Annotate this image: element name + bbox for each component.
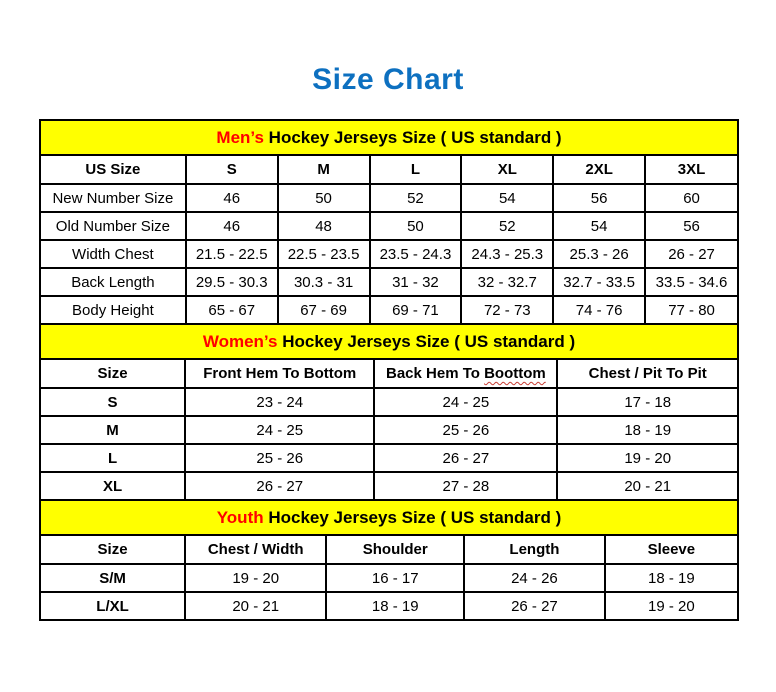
data-cell: 52 <box>370 184 462 212</box>
row-label-cell: New Number Size <box>41 184 186 212</box>
table-row <box>41 444 737 472</box>
column-header-cell: Chest / Pit To Pit <box>557 360 737 388</box>
column-header-cell: Chest / Width <box>185 536 326 564</box>
men-size-table <box>41 156 737 323</box>
data-cell: 54 <box>553 212 645 240</box>
data-cell: 31 - 32 <box>370 268 462 296</box>
data-cell: 18 - 19 <box>605 564 737 592</box>
women-title-rest: Hockey Jerseys Size ( US standard ) <box>277 331 576 351</box>
column-header-cell: Length <box>464 536 605 564</box>
size-chart <box>39 119 739 621</box>
table-row <box>41 472 737 499</box>
data-cell: 26 - 27 <box>185 472 374 499</box>
column-header-cell: L <box>370 156 462 184</box>
table-row <box>41 564 737 592</box>
men-title-rest: Hockey Jerseys Size ( US standard ) <box>263 127 562 147</box>
data-cell: 19 - 20 <box>557 444 737 472</box>
column-header-cell: M <box>278 156 370 184</box>
column-header-row <box>41 360 737 388</box>
data-cell: 32 - 32.7 <box>461 268 553 296</box>
data-cell: 26 - 27 <box>645 240 737 268</box>
row-label-cell: S/M <box>41 564 185 592</box>
data-cell: 72 - 73 <box>461 296 553 323</box>
data-cell: 24.3 - 25.3 <box>461 240 553 268</box>
women-section <box>41 323 737 499</box>
men-section-title <box>41 121 737 156</box>
table-row <box>41 388 737 416</box>
data-cell: 46 <box>186 184 278 212</box>
data-cell: 24 - 25 <box>374 388 557 416</box>
data-cell: 21.5 - 22.5 <box>186 240 278 268</box>
row-label-cell: L/XL <box>41 592 185 619</box>
column-header-cell: 2XL <box>553 156 645 184</box>
column-header-cell: Size <box>41 360 185 388</box>
data-cell: 65 - 67 <box>186 296 278 323</box>
men-section <box>41 121 737 323</box>
data-cell: 50 <box>278 184 370 212</box>
data-cell: 23 - 24 <box>185 388 374 416</box>
data-cell: 16 - 17 <box>326 564 464 592</box>
data-cell: 33.5 - 34.6 <box>645 268 737 296</box>
row-label-cell: Old Number Size <box>41 212 186 240</box>
data-cell: 24 - 26 <box>464 564 605 592</box>
youth-size-table <box>41 536 737 619</box>
data-cell: 50 <box>370 212 462 240</box>
column-header-cell: 3XL <box>645 156 737 184</box>
data-cell: 54 <box>461 184 553 212</box>
data-cell: 22.5 - 23.5 <box>278 240 370 268</box>
data-cell: 19 - 20 <box>185 564 326 592</box>
data-cell: 69 - 71 <box>370 296 462 323</box>
data-cell: 29.5 - 30.3 <box>186 268 278 296</box>
women-size-table <box>41 360 737 499</box>
data-cell: 25 - 26 <box>185 444 374 472</box>
data-cell: 74 - 76 <box>553 296 645 323</box>
youth-title-rest: Hockey Jerseys Size ( US standard ) <box>263 507 562 527</box>
row-label-cell: Back Length <box>41 268 186 296</box>
row-label-cell: XL <box>41 472 185 499</box>
data-cell: 17 - 18 <box>557 388 737 416</box>
data-cell: 20 - 21 <box>557 472 737 499</box>
youth-accent-word: Youth <box>216 507 264 527</box>
data-cell: 25.3 - 26 <box>553 240 645 268</box>
data-cell: 67 - 69 <box>278 296 370 323</box>
data-cell: 77 - 80 <box>645 296 737 323</box>
data-cell: 18 - 19 <box>557 416 737 444</box>
data-cell: 56 <box>553 184 645 212</box>
table-row <box>41 296 737 323</box>
data-cell: 24 - 25 <box>185 416 374 444</box>
table-row <box>41 184 737 212</box>
misspelled-word: Boottom <box>484 365 546 382</box>
data-cell: 23.5 - 24.3 <box>370 240 462 268</box>
data-cell: 25 - 26 <box>374 416 557 444</box>
column-header-cell: XL <box>461 156 553 184</box>
row-label-cell: L <box>41 444 185 472</box>
table-row <box>41 592 737 619</box>
women-section-title <box>41 323 737 360</box>
column-header-row <box>41 156 737 184</box>
youth-section-title <box>41 499 737 536</box>
data-cell: 26 - 27 <box>464 592 605 619</box>
page-title: Size Chart <box>312 63 464 96</box>
row-label-cell: S <box>41 388 185 416</box>
data-cell: 32.7 - 33.5 <box>553 268 645 296</box>
data-cell: 30.3 - 31 <box>278 268 370 296</box>
column-header-cell: US Size <box>41 156 186 184</box>
column-header-cell: Back Hem To Boottom <box>374 360 557 388</box>
data-cell: 52 <box>461 212 553 240</box>
column-header-cell: Sleeve <box>605 536 737 564</box>
data-cell: 27 - 28 <box>374 472 557 499</box>
column-header-cell: Shoulder <box>326 536 464 564</box>
row-label-cell: M <box>41 416 185 444</box>
column-header-cell: Size <box>41 536 185 564</box>
youth-section <box>41 499 737 619</box>
data-cell: 19 - 20 <box>605 592 737 619</box>
row-label-cell: Body Height <box>41 296 186 323</box>
men-accent-word: Men’s <box>216 127 264 147</box>
column-header-cell: Front Hem To Bottom <box>185 360 374 388</box>
table-row <box>41 240 737 268</box>
data-cell: 60 <box>645 184 737 212</box>
column-header-row <box>41 536 737 564</box>
column-header-cell: S <box>186 156 278 184</box>
women-accent-word: Women’s <box>202 331 278 351</box>
data-cell: 26 - 27 <box>374 444 557 472</box>
table-row <box>41 212 737 240</box>
data-cell: 56 <box>645 212 737 240</box>
data-cell: 48 <box>278 212 370 240</box>
row-label-cell: Width Chest <box>41 240 186 268</box>
data-cell: 18 - 19 <box>326 592 464 619</box>
data-cell: 46 <box>186 212 278 240</box>
table-row <box>41 416 737 444</box>
data-cell: 20 - 21 <box>185 592 326 619</box>
table-row <box>41 268 737 296</box>
